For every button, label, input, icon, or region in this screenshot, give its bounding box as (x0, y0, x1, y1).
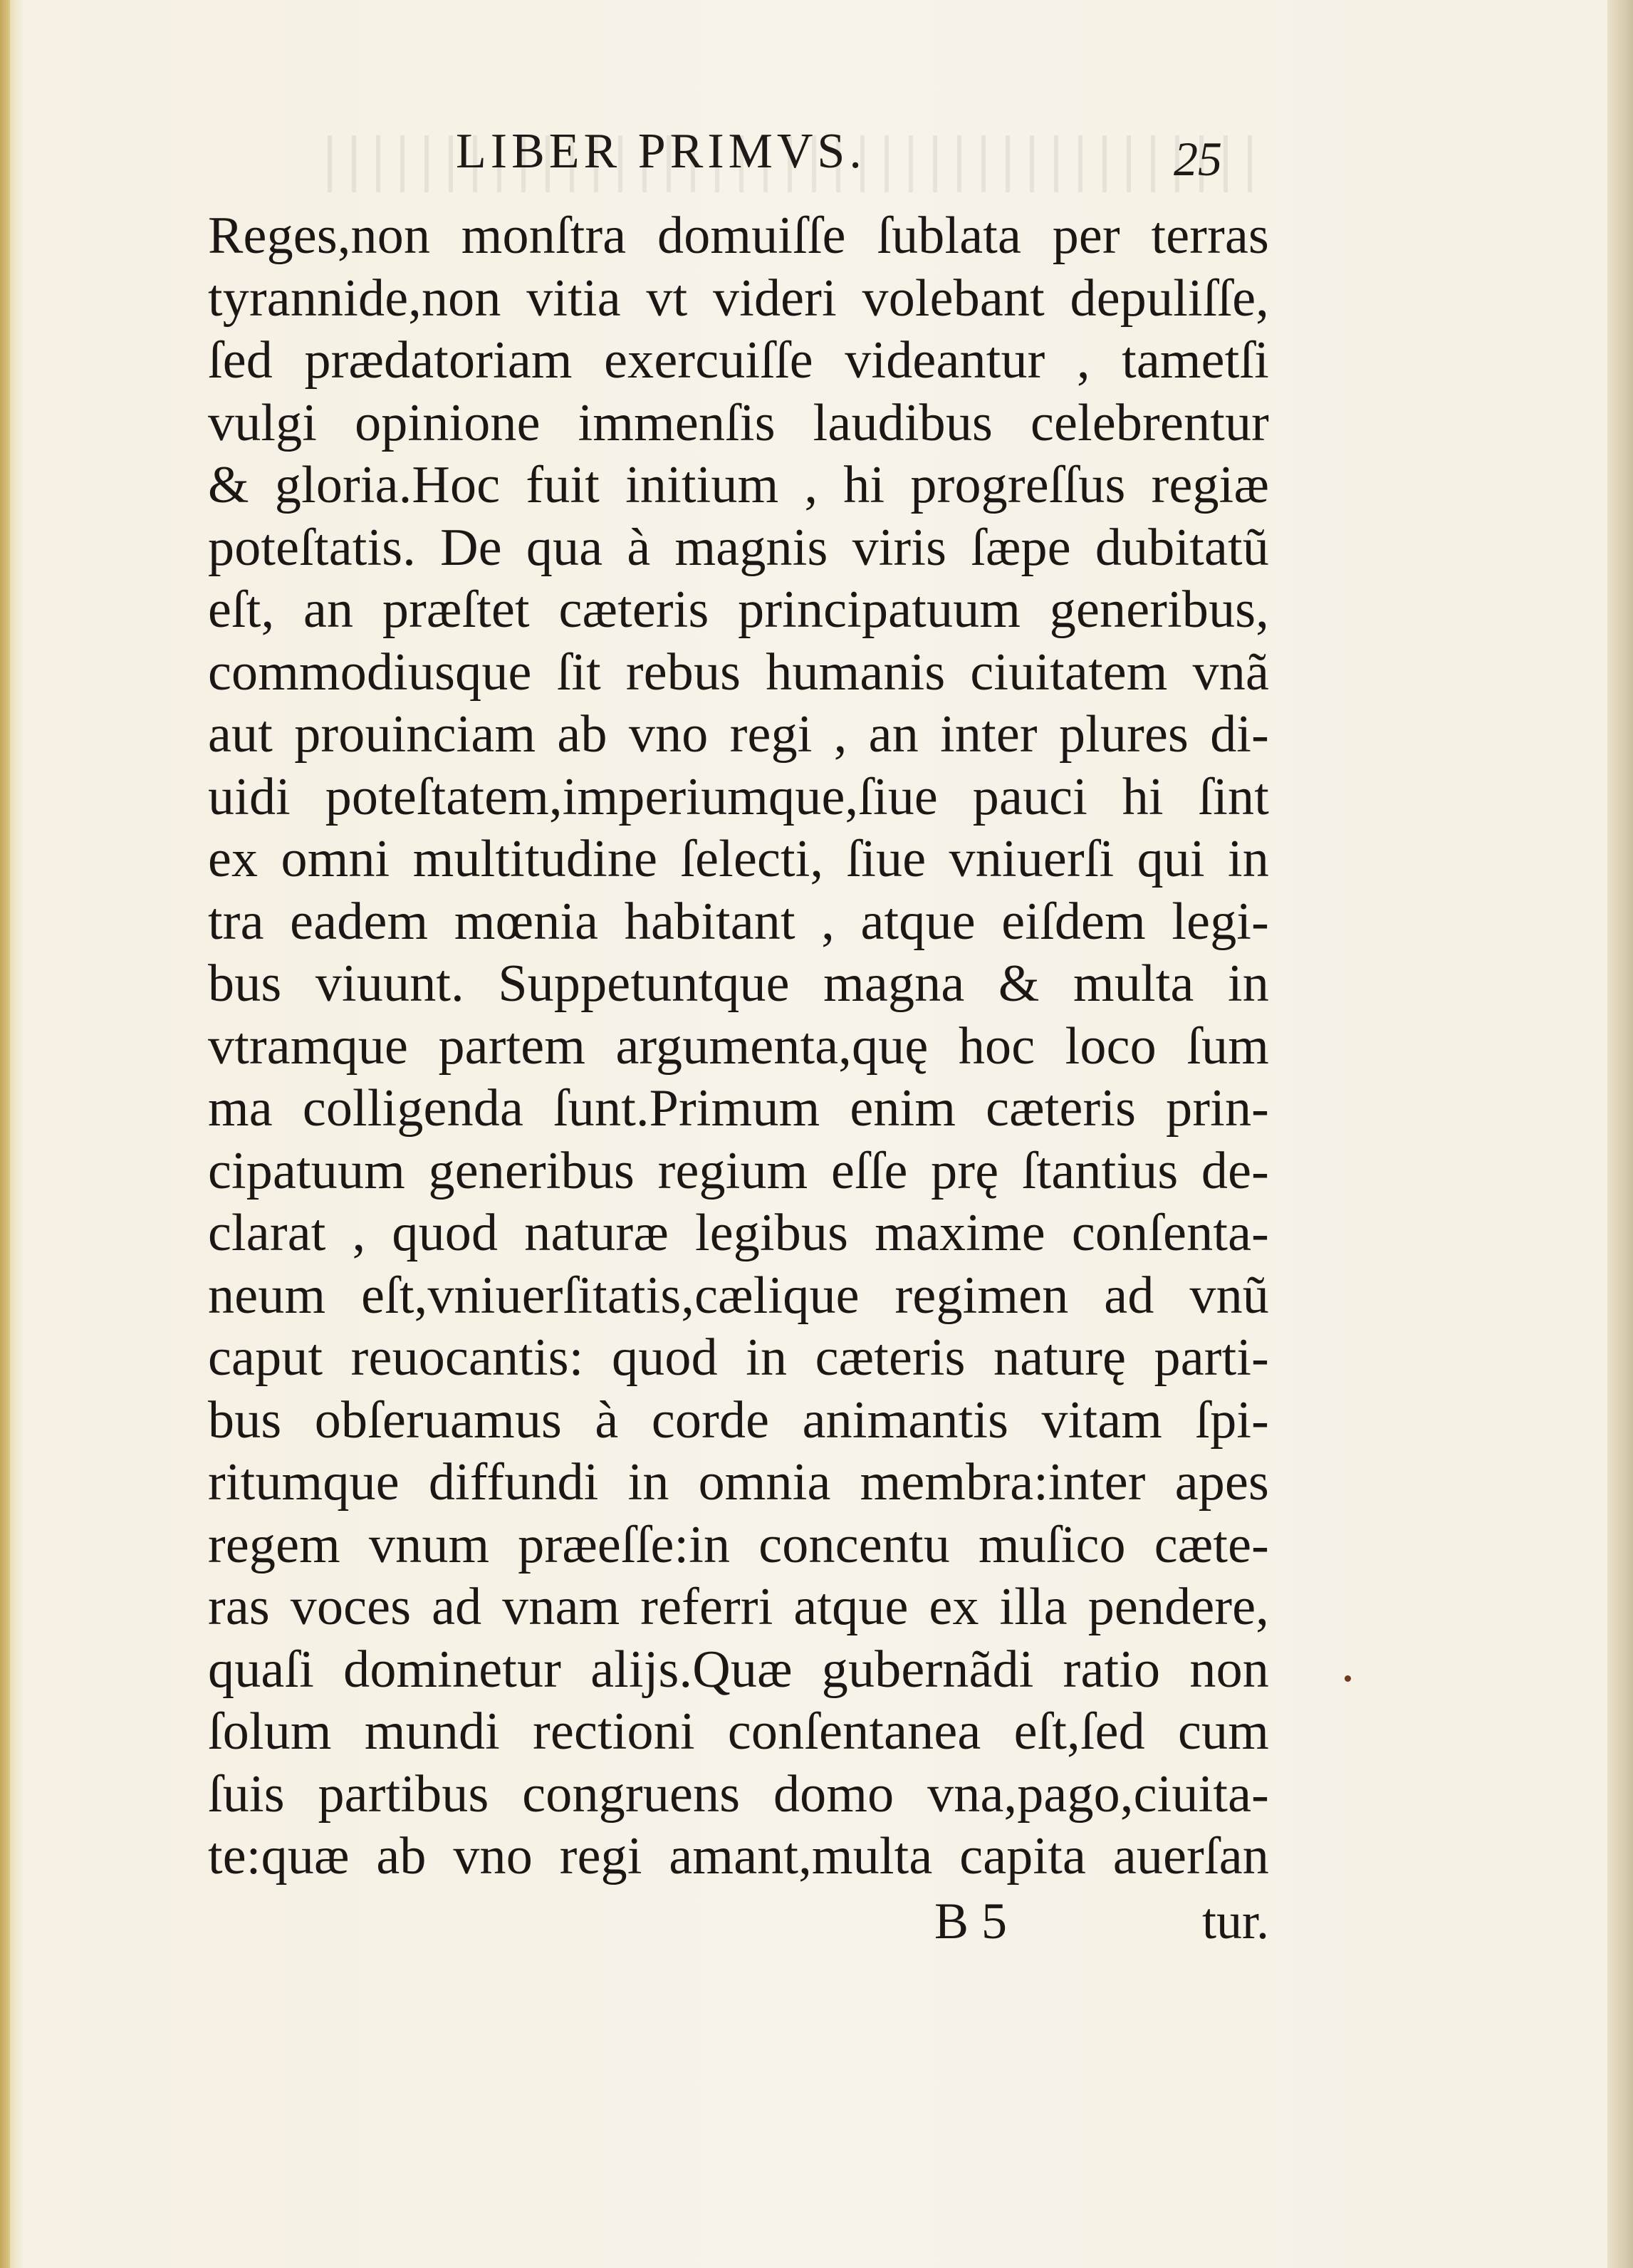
text-line: aut prouinciam ab vno regi , an inter plures di- (208, 705, 1269, 764)
text-line: ma colligenda ſunt.Primum enim cæteris prin- (208, 1079, 1269, 1138)
text-line: te:quæ ab vno regi amant,multa capita auerſan (208, 1827, 1269, 1885)
text-line: ſolum mundi rectioni conſentanea eſt,ſed cum (208, 1702, 1269, 1761)
text-line: ex omni multitudine ſelecti, ſiue vniuerſi qui in (208, 830, 1269, 888)
text-line: vulgi opinione immenſis laudibus celebrentur (208, 393, 1269, 452)
page-gutter-edge (0, 0, 10, 2268)
folio-number: 25 (1174, 132, 1222, 186)
catchword: tur. (1201, 1893, 1269, 1950)
text-line: regem vnum præeſſe:in concentu muſico cæte- (208, 1515, 1269, 1574)
text-line: Reges,non monſtra domuiſſe ſublata per terras (208, 207, 1269, 265)
text-line: poteſtatis. De qua à magnis viris ſæpe dubitatũ (208, 518, 1269, 577)
text-line: ritumque diffundi in omnia membra:inter apes (208, 1453, 1269, 1512)
page-fore-edge (1607, 0, 1633, 2268)
text-line: caput reuocantis: quod in cæteris naturę parti- (208, 1328, 1269, 1387)
signature-mark: B 5 (934, 1893, 1008, 1950)
text-line: neum eſt,vniuerſitatis,cælique regimen ad vnũ (208, 1266, 1269, 1325)
text-line: tyrannide,non vitia vt videri volebant depuliſſe, (208, 269, 1269, 328)
text-line: bus viuunt. Suppetuntque magna & multa in (208, 954, 1269, 1013)
text-line: ſuis partibus congruens domo vna,pago,ciuita- (208, 1764, 1269, 1824)
text-line: cipatuum generibus regium eſſe prę ſtantius de- (208, 1141, 1269, 1200)
text-line: & gloria.Hoc fuit initium , hi progreſſus regiæ (208, 456, 1269, 514)
text-line: ras voces ad vnam referri atque ex illa pendere, (208, 1578, 1269, 1636)
paper-speck (1345, 1675, 1351, 1682)
text-line: tra eadem mœnia habitant , atque eiſdem legi- (208, 892, 1269, 951)
text-line: clarat , quod naturæ legibus maxime conſenta- (208, 1204, 1269, 1262)
text-line: vtramque partem argumenta,quę hoc loco ſum (208, 1016, 1269, 1076)
text-line: commodiusque ſit rebus humanis ciuitatem vnã (208, 643, 1269, 702)
text-line: ſed prædatoriam exercuiſſe videantur , tametſi (208, 331, 1269, 390)
text-line: quaſi dominetur alijs.Quæ gubernãdi ratio non (208, 1640, 1269, 1699)
body-text (208, 205, 1269, 1888)
text-line: eſt, an præſtet cæteris principatuum generibus, (208, 581, 1269, 639)
text-line: uidi poteſtatem,imperiumque,ſiue pauci hi ſint (208, 767, 1269, 826)
page-footer (208, 1889, 1269, 1953)
text-line: bus obſeruamus à corde animantis vitam ſpi- (208, 1390, 1269, 1450)
running-head: LIBER PRIMVS. (456, 124, 866, 179)
